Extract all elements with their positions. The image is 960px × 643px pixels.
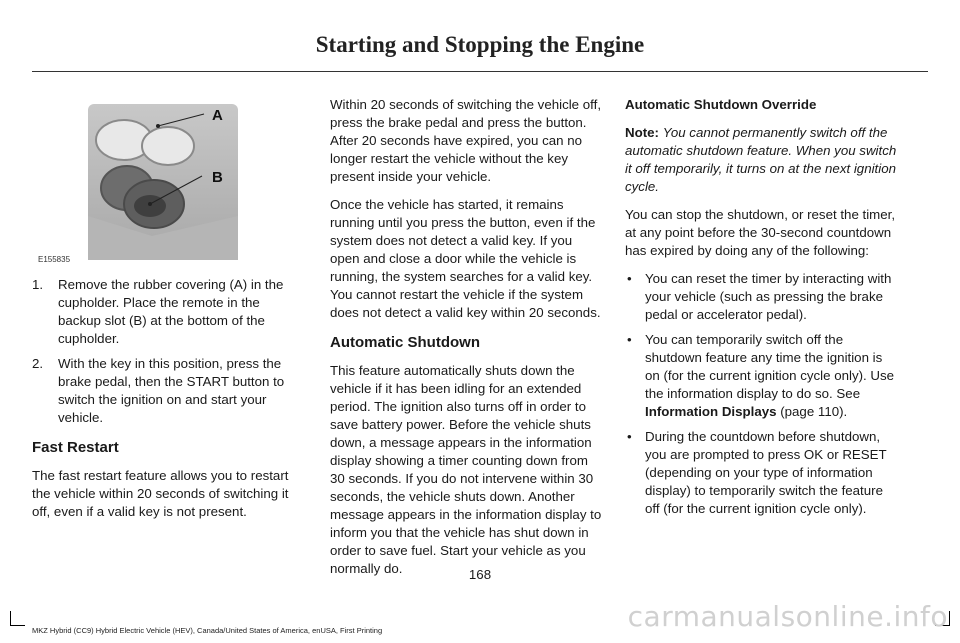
cupholder-illustration bbox=[32, 96, 304, 264]
callout-label-b: B bbox=[212, 169, 223, 186]
note-paragraph bbox=[625, 124, 897, 196]
page-number: 168 bbox=[468, 567, 492, 582]
page-title: Starting and Stopping the Engine bbox=[315, 32, 645, 57]
figure-code: E155835 bbox=[38, 255, 71, 264]
step-text: Remove the rubber covering (A) in the cupholder. Place the remote in the backup slot (B) at the bottom of the cupholder. bbox=[58, 277, 284, 346]
column-3 bbox=[625, 96, 897, 525]
section-heading-shutdown-override: Automatic Shutdown Override bbox=[625, 97, 817, 112]
section-heading-fast-restart: Fast Restart bbox=[32, 439, 119, 456]
paragraph: You can stop the shutdown, or reset the timer, at any point before the 30-second countdown has expired by doing any of the following: bbox=[625, 207, 896, 258]
paragraph: Within 20 seconds of switching the vehicle off, press the brake pedal and press the button. After 20 seconds have expired, you can no longer restart the vehicle without the key present inside your vehicle. bbox=[330, 97, 602, 184]
section-heading-automatic-shutdown: Automatic Shutdown bbox=[330, 334, 480, 351]
paragraph: This feature automatically shuts down the vehicle if it has been idling for an extended period. The ignition also turns off in order to save battery power. Before the vehicle shuts down, a message appears in the information display showing a timer counting down from 30 seconds. If you do not intervene within 30 seconds, the vehicle shuts down. Another message appears in the information display to inform you that the vehicle has shut down in order to save fuel. Start your vehicle as you normally do. bbox=[330, 363, 602, 576]
bullet-text: You can reset the timer by interacting with your vehicle (such as pressing the brake pedal or accelerator pedal). bbox=[645, 271, 892, 322]
crop-mark-left bbox=[10, 611, 25, 626]
bullet-icon: • bbox=[627, 271, 632, 286]
step-number: 2. bbox=[32, 356, 44, 371]
watermark: carmanualsonline.info bbox=[627, 600, 948, 633]
step-text: With the key in this position, press the brake pedal, then the START button to switch the ignition on and start your vehicle. bbox=[58, 356, 285, 425]
cross-reference-link[interactable]: Information Displays bbox=[645, 404, 777, 419]
paragraph: Once the vehicle has started, it remains running until you press the button, even if the system does not detect a valid key. If you open and close a door while the vehicle is running, the system searches for a valid key. You cannot restart the vehicle if the system does not detect a valid key within 20 seconds. bbox=[330, 197, 601, 320]
bullet-icon: • bbox=[627, 332, 632, 347]
list-item bbox=[32, 355, 304, 427]
list-item bbox=[625, 270, 897, 324]
bullet-text: You can temporarily switch off the shutdown feature any time the ignition is on (for the current ignition cycle only). Use the information display to do so. See bbox=[645, 332, 895, 401]
footer-text: MKZ Hybrid (CC9) Hybrid Electric Vehicle (HEV), Canada/United States of America, enUSA, First Printing bbox=[32, 626, 383, 635]
note-text: You cannot permanently switch off the automatic shutdown feature. When you switch it off temporarily, it turns on at the next ignition cycle. bbox=[625, 125, 897, 194]
steps-list bbox=[32, 276, 304, 427]
header-divider bbox=[32, 71, 928, 72]
note-label: Note: bbox=[625, 125, 659, 140]
column-1 bbox=[32, 276, 304, 531]
paragraph: The fast restart feature allows you to restart the vehicle within 20 seconds of switching it off, even if a valid key is not present. bbox=[32, 468, 289, 519]
column-2 bbox=[330, 96, 602, 588]
bullet-icon: • bbox=[627, 429, 632, 444]
bullet-list bbox=[625, 270, 897, 518]
callout-dot-a bbox=[156, 124, 160, 128]
bullet-text-suffix: (page 110). bbox=[776, 404, 848, 419]
step-number: 1. bbox=[32, 277, 44, 292]
bullet-text: During the countdown before shutdown, you are prompted to press OK or RESET (depending on your type of information display) to temporarily switch the feature off (for the current ignition cycle only). bbox=[645, 429, 887, 516]
list-item bbox=[32, 276, 304, 348]
callout-label-a: A bbox=[212, 107, 223, 124]
list-item bbox=[625, 428, 897, 518]
callout-dot-b bbox=[148, 202, 152, 206]
cupholder-top-right bbox=[142, 127, 194, 165]
list-item bbox=[625, 331, 897, 421]
